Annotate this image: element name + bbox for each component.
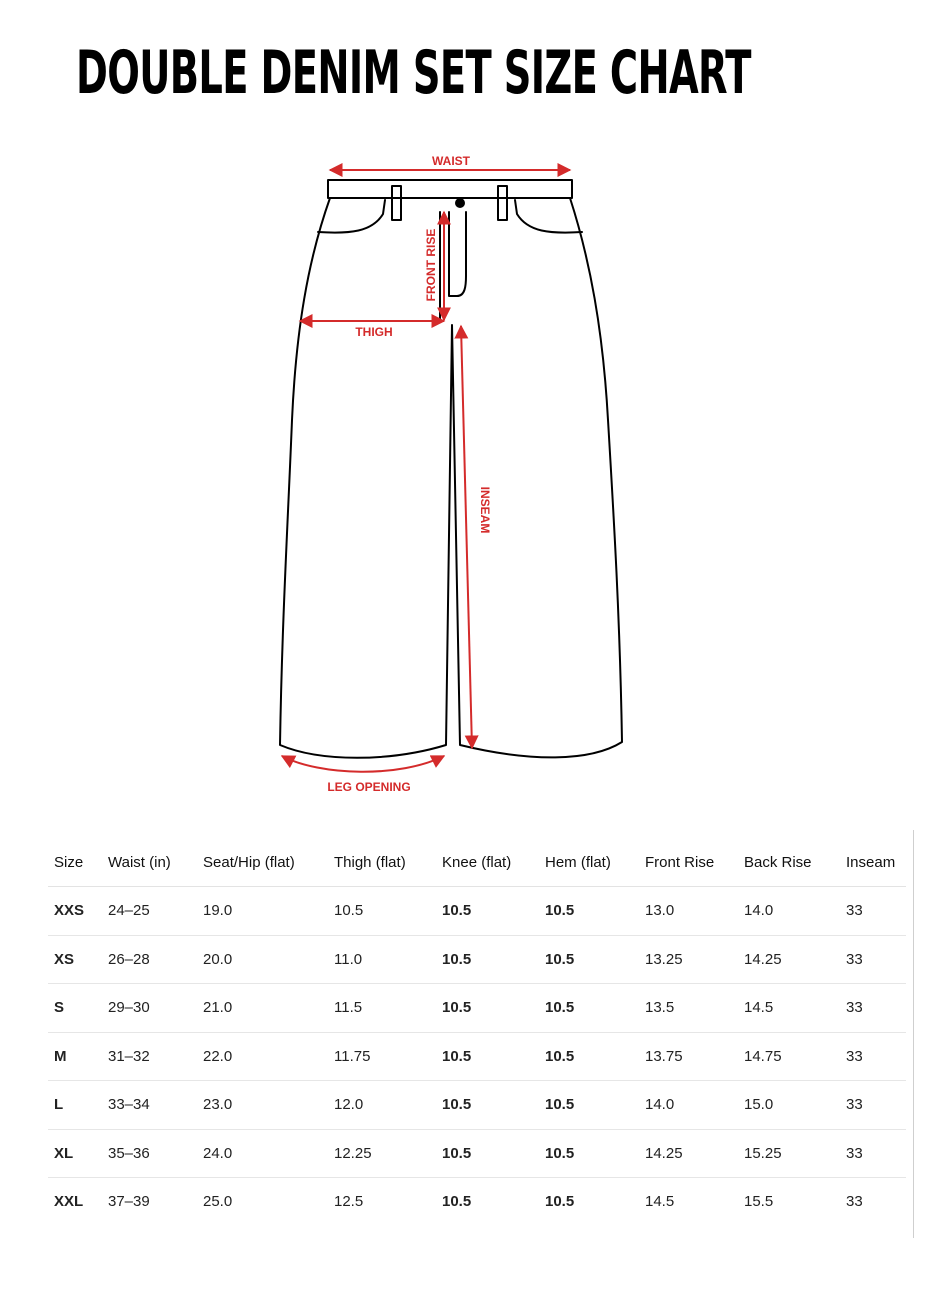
hem-cell: 10.5: [545, 1193, 575, 1211]
back-rise-cell: 15.25: [738, 1129, 840, 1178]
back-rise-cell: 15.5: [744, 1193, 774, 1211]
front-rise-cell: 13.0: [639, 887, 738, 936]
back-rise-cell: 14.25: [738, 935, 840, 984]
knee-cell: 10.5: [436, 1032, 539, 1081]
knee-cell: 10.5: [436, 1129, 539, 1178]
seat-hip-cell: 19.0: [197, 887, 328, 936]
hem-cell: 10.5: [539, 984, 639, 1033]
hem-cell: 10.5: [539, 1129, 639, 1178]
pants-outline: [280, 180, 622, 758]
knee-cell: 10.5: [436, 935, 539, 984]
size-cell: XXS: [48, 887, 102, 936]
inseam-cell: 33: [840, 984, 906, 1033]
size-table: [48, 838, 906, 1226]
table-row: [48, 1129, 906, 1178]
front-rise-cell: 14.5: [645, 1193, 675, 1211]
header-seat-hip: Seat/Hip (flat): [197, 838, 328, 887]
header-size: Size: [48, 838, 102, 887]
waist-cell: 33–34: [102, 1081, 197, 1130]
header-front-rise: Front Rise: [639, 838, 738, 887]
front-rise-cell: 14.0: [639, 1081, 738, 1130]
page-title: DOUBLE DENIM SET SIZE CHART: [76, 38, 751, 108]
inseam-label: INSEAM: [478, 486, 492, 534]
table-row: [48, 984, 906, 1033]
button: [455, 198, 465, 208]
thigh-cell: 12.0: [328, 1081, 436, 1130]
waist-cell: 37–39: [108, 1193, 150, 1211]
front-rise-cell: 13.25: [639, 935, 738, 984]
back-rise-cell: 14.0: [738, 887, 840, 936]
table-row: [48, 935, 906, 984]
hem-cell: 10.5: [539, 935, 639, 984]
seat-hip-cell: 25.0: [203, 1193, 233, 1211]
hem-cell: 10.5: [539, 1081, 639, 1130]
hem-cell: 10.5: [539, 1032, 639, 1081]
front-rise-label: FRONT RISE: [424, 228, 438, 302]
back-rise-cell: 14.5: [738, 984, 840, 1033]
inseam-arrow: [461, 326, 472, 748]
size-cell: XL: [48, 1129, 102, 1178]
header-thigh: Thigh (flat): [328, 838, 436, 887]
seat-hip-cell: 22.0: [197, 1032, 328, 1081]
table-row: [48, 887, 906, 936]
inseam-cell: 33: [840, 1081, 906, 1130]
waist-cell: 26–28: [102, 935, 197, 984]
thigh-cell: 11.5: [328, 984, 436, 1033]
thigh-cell: 11.0: [328, 935, 436, 984]
header-knee: Knee (flat): [436, 838, 539, 887]
thigh-cell: 11.75: [328, 1032, 436, 1081]
seat-hip-cell: 21.0: [197, 984, 328, 1033]
size-cell: L: [48, 1081, 102, 1130]
table-row: [48, 1032, 906, 1081]
waist-cell: 24–25: [102, 887, 197, 936]
thigh-cell: 10.5: [328, 887, 436, 936]
front-rise-cell: 13.5: [639, 984, 738, 1033]
waist-cell: 29–30: [102, 984, 197, 1033]
knee-cell: 10.5: [436, 984, 539, 1033]
belt-loop-left: [392, 186, 401, 220]
inseam-cell: 33: [840, 1032, 906, 1081]
thigh-cell: 12.5: [334, 1193, 364, 1211]
header-inseam: Inseam: [840, 838, 906, 887]
waist-cell: 35–36: [102, 1129, 197, 1178]
front-rise-cell: 13.75: [639, 1032, 738, 1081]
back-rise-cell: 15.0: [738, 1081, 840, 1130]
waist-cell: 31–32: [102, 1032, 197, 1081]
hem-cell: 10.5: [539, 887, 639, 936]
belt-loop-right: [498, 186, 507, 220]
seat-hip-cell: 24.0: [197, 1129, 328, 1178]
leg-opening-label: LEG OPENING: [327, 780, 411, 794]
knee-cell: 10.5: [442, 1193, 472, 1211]
back-rise-cell: 14.75: [738, 1032, 840, 1081]
inseam-cell: 33: [846, 1193, 863, 1211]
pants-body: [280, 198, 622, 758]
table-divider: [913, 830, 914, 1238]
size-cell: XS: [48, 935, 102, 984]
inseam-cell: 33: [840, 887, 906, 936]
knee-cell: 10.5: [436, 887, 539, 936]
inseam-cell: 33: [840, 1129, 906, 1178]
knee-cell: 10.5: [436, 1081, 539, 1130]
table-header-row: [48, 838, 906, 887]
size-cell: S: [48, 984, 102, 1033]
waist-label: WAIST: [432, 154, 470, 168]
header-waist: Waist (in): [102, 838, 197, 887]
header-back-rise: Back Rise: [738, 838, 840, 887]
table-row: [48, 1081, 906, 1130]
waistband: [328, 180, 572, 198]
size-cell: M: [48, 1032, 102, 1081]
header-hem: Hem (flat): [539, 838, 639, 887]
fly-stitch: [449, 212, 466, 296]
thigh-cell: 12.25: [328, 1129, 436, 1178]
thigh-label: THIGH: [355, 325, 393, 339]
seat-hip-cell: 23.0: [197, 1081, 328, 1130]
table-row: [48, 1178, 906, 1226]
seat-hip-cell: 20.0: [197, 935, 328, 984]
front-rise-cell: 14.25: [639, 1129, 738, 1178]
inseam-cell: 33: [840, 935, 906, 984]
size-cell: XXL: [54, 1193, 84, 1211]
